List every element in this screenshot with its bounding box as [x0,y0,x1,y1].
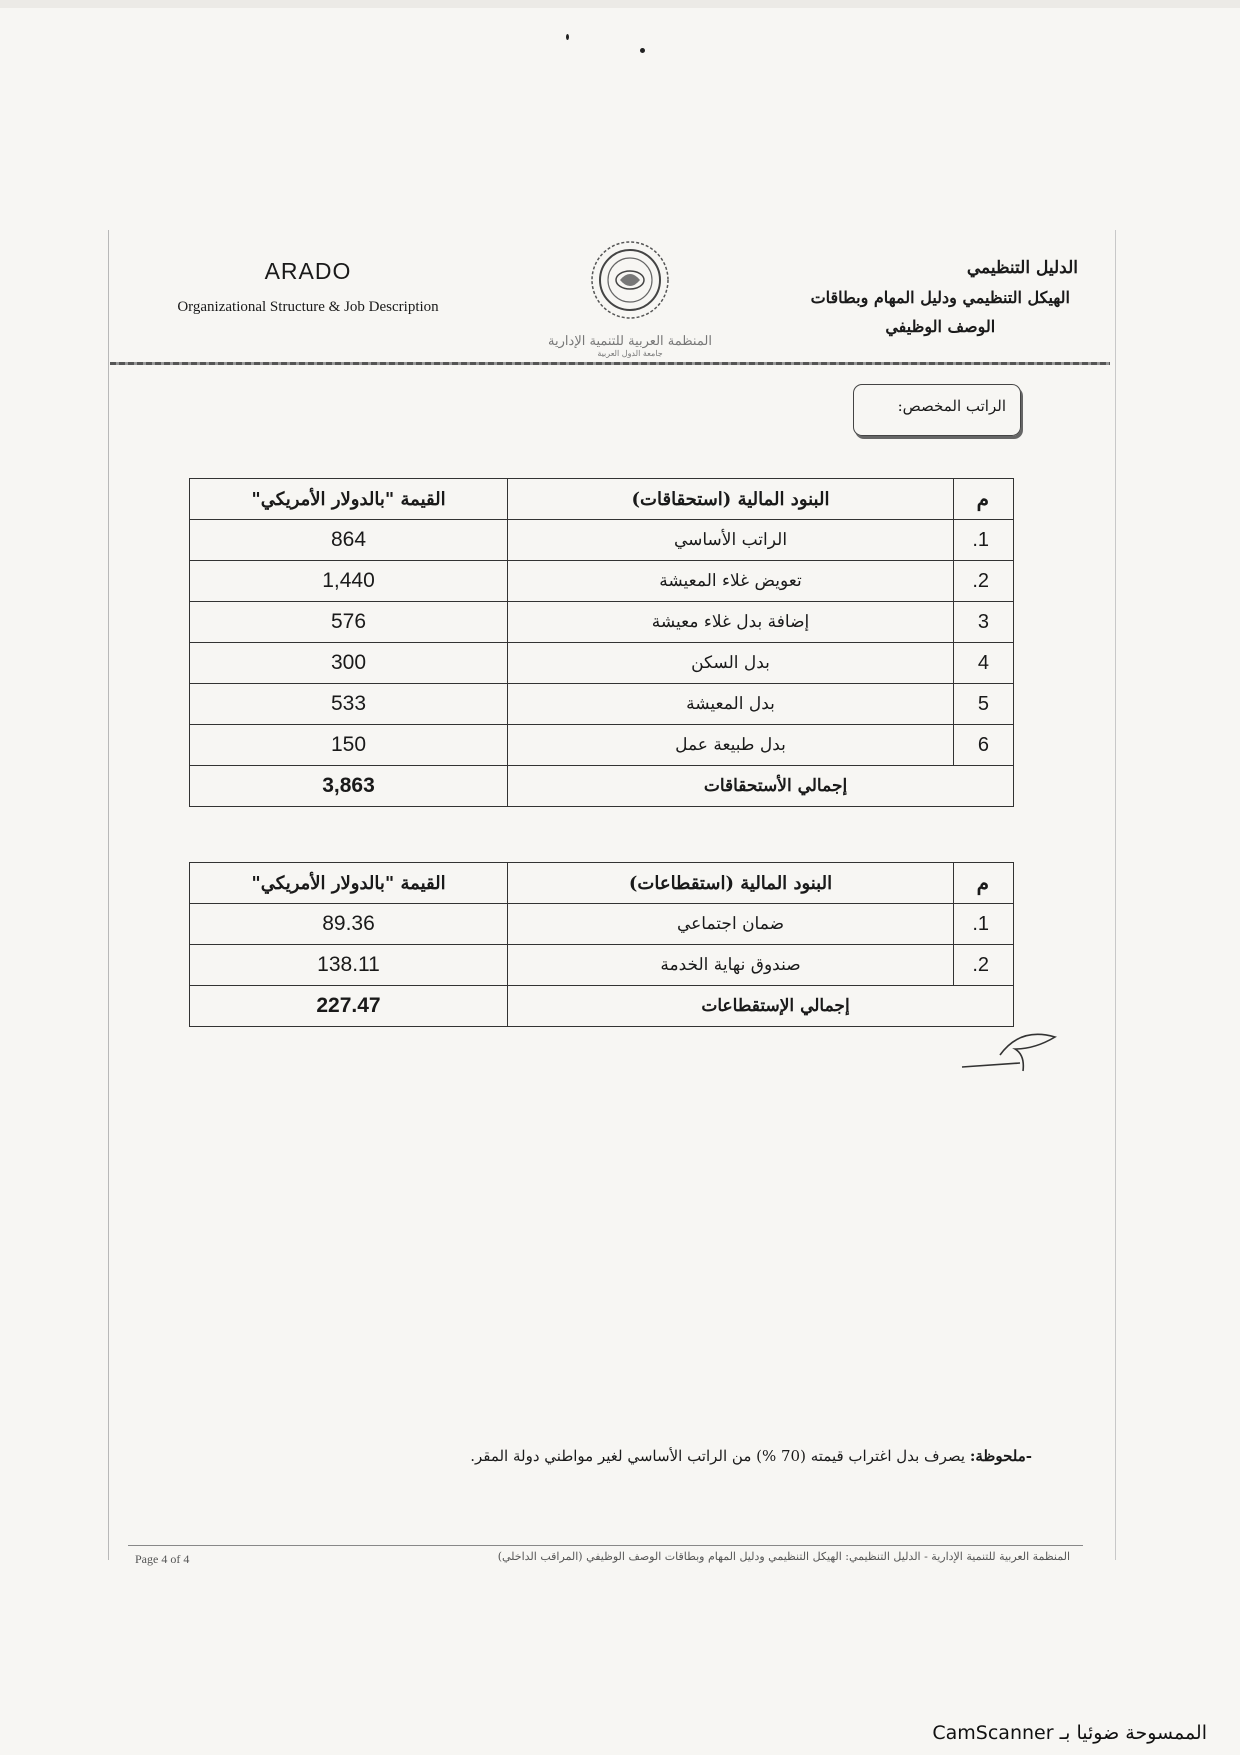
table-row [190,561,1014,602]
row-value: 533 [190,684,508,725]
table-row [190,904,1014,945]
total-value: 3,863 [190,766,508,807]
header-right [810,258,1078,336]
scan-speck [640,48,645,53]
col-header-value: القيمة "بالدولار الأمريكي" [190,479,508,520]
ar-title-3: الوصف الوظيفي [885,317,996,336]
org-name: ARADO [264,258,352,284]
col-header-item: البنود المالية (استحقاقات) [508,479,954,520]
logo-subcaption: جامعة الدول العربية [597,349,663,358]
row-item: إضافة بدل غلاء معيشة [508,602,954,643]
col-header-num: م [954,863,1014,904]
row-num: 5 [954,684,1014,725]
table-row [190,643,1014,684]
row-value: 576 [190,602,508,643]
row-num: 3 [954,602,1014,643]
row-item: صندوق نهاية الخدمة [508,945,954,986]
row-value: 150 [190,725,508,766]
table-header-row [190,863,1014,904]
header-divider [110,362,1110,365]
header-left [138,258,478,316]
header-logo [510,240,750,358]
total-row [190,766,1014,807]
row-value: 864 [190,520,508,561]
total-row [190,986,1014,1027]
salary-label-box: الراتب المخصص: [853,384,1021,436]
row-num: 2. [954,561,1014,602]
table-row [190,520,1014,561]
table-row [190,602,1014,643]
row-value: 1,440 [190,561,508,602]
ar-title-2: الهيكل التنظيمي ودليل المهام وبطاقات [810,288,1070,307]
footer-divider [128,1545,1083,1546]
row-item: ضمان اجتماعي [508,904,954,945]
deductions-table [189,862,1014,1027]
total-value: 227.47 [190,986,508,1027]
total-label: إجمالي الأستحقاقات [508,766,1014,807]
row-item: بدل السكن [508,643,954,684]
row-num: 4 [954,643,1014,684]
row-num: 6 [954,725,1014,766]
footer-page-number: Page 4 of 4 [135,1552,190,1566]
table-header-row [190,479,1014,520]
table-row [190,945,1014,986]
arado-seal-icon [570,240,690,326]
total-label: إجمالي الإستقطاعات [508,986,1014,1027]
col-header-num: م [954,479,1014,520]
logo-caption: المنظمة العربية للتنمية الإدارية [548,334,712,349]
row-item: بدل طبيعة عمل [508,725,954,766]
ar-title-1: الدليل التنظيمي [966,258,1078,278]
scan-speck [566,34,569,40]
note-text: يصرف بدل اغتراب قيمته (70 %) من الراتب الأساسي لغير مواطني دولة المقر. [470,1447,966,1465]
row-value: 89.36 [190,904,508,945]
row-value: 138.11 [190,945,508,986]
scan-top-edge [0,0,1240,8]
row-item: تعويض غلاء المعيشة [508,561,954,602]
row-num: 1. [954,904,1014,945]
note-label: -ملحوظة: [969,1447,1032,1465]
row-num: 2. [954,945,1014,986]
camscanner-watermark: الممسوحة ضوئيا بـ CamScanner [932,1722,1207,1744]
table-row [190,684,1014,725]
row-value: 300 [190,643,508,684]
org-subtitle: Organizational Structure & Job Description [177,299,439,315]
table-row [190,725,1014,766]
earnings-table [189,478,1014,807]
col-header-value: القيمة "بالدولار الأمريكي" [190,863,508,904]
note [470,1447,1032,1465]
footer-text: المنظمة العربية للتنمية الإدارية - الدليل التنظيمي: الهيكل التنظيمي ودليل المهام وبطاقات الوصف الوظيفي (المراقب الداخلي) [497,1550,1070,1563]
col-header-item: البنود المالية (استقطاعات) [508,863,954,904]
row-num: 1. [954,520,1014,561]
row-item: الراتب الأساسي [508,520,954,561]
signature-mark [960,1025,1060,1075]
row-item: بدل المعيشة [508,684,954,725]
